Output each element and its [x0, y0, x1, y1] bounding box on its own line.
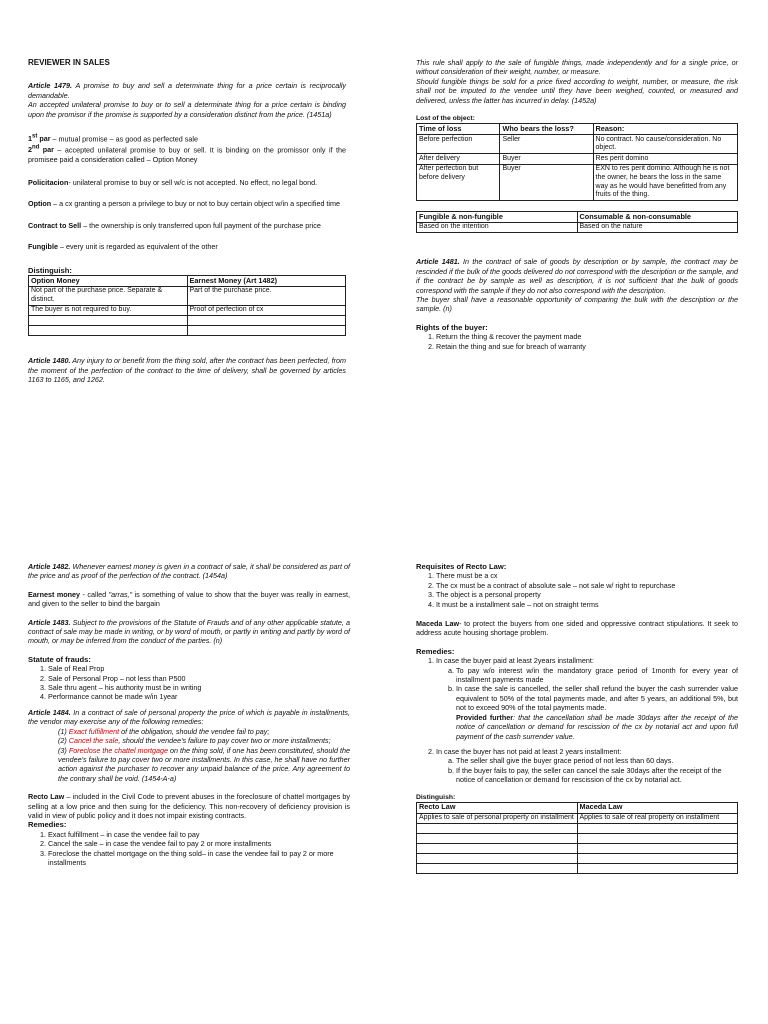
- list-item: 2. Sale of Personal Prop – not less than P500: [48, 674, 350, 683]
- article-1482: Article 1482. Whenever earnest money is given in a contract of sale, it shall be considered as part of the price and as proof of the perfection of the contract. (1454a): [28, 562, 350, 581]
- list-item: 1. Return the thing & recover the payment made: [436, 332, 738, 341]
- article-1479-p1: A promise to buy and sell a determinate thing for a price certain is reciprocally demandable.: [28, 81, 347, 100]
- article-1479-p2: An accepted unilateral promise to buy or to sell a determinate thing for a price certain is binding upon the promisor if the promise is supported by a consideration distinct from the price. (1451a): [28, 100, 346, 119]
- table-row: After delivery Buyer Res perit domino: [417, 154, 738, 165]
- table-row: Applies to sale of personal property on installment Applies to sale of real property on installment: [417, 813, 738, 824]
- earnest-money-definition: Earnest money - called "arras," is something of value to show that the buyer was really in earnest, and given to the seller to bind the bargain: [28, 589, 351, 609]
- list-item: a. The seller shall give the buyer grace period of not less than 60 days.: [456, 756, 738, 765]
- column-top-right: [416, 58, 738, 351]
- list-item: 4. It must be a installment sale – not on straight terms: [436, 600, 738, 609]
- loss-of-object: Lost of the object: Time of loss Who bears the loss? Reason: Before perfection Seller No contract. No cause/consideration. No object. After delivery Buyer Res perit domino After perfection but before delivery Buyer EXN to res perit domino. Although he is not the owner, he bears the loss in the same way as he would have benefitted from any fruits of the thing.: [416, 114, 738, 201]
- column-top-left: [28, 58, 346, 394]
- list-item: 1. There must be a cx: [436, 571, 738, 580]
- list-item: b. In case the sale is cancelled, the seller shall refund the buyer the cash surrender value equivalent to 50% of the total payments made, and after 5 years, an additional 5%, but not to exceed 90% of the total payments made. Provided further: that the cancellation shall be made 30days after the receipt of the notice of cancellation or demand for rescission of the cx by notarial act and upon full payment of the cash surrender value.: [456, 684, 738, 740]
- list-item: 4. Performance cannot be made w/in 1year: [48, 692, 350, 701]
- option-vs-earnest-table: Option Money Earnest Money (Art 1482) Not part of the purchase price. Separate & distinct. Part of the purchase price. The buyer is not required to buy. Proof of perfection of cx: [28, 275, 346, 336]
- table-row: After perfection but before delivery Buyer EXN to res perit domino. Although he is not the owner, he bears the loss in the same way as he would have benefitted from any fruits of the thing.: [417, 164, 738, 200]
- list-item: b. If the buyer fails to pay, the seller can cancel the sale 30days after the receipt of the notice of cancellation or demand for rescission of the cx by notarial act.: [456, 766, 738, 785]
- rights-of-buyer: Rights of the buyer: 1. Return the thing & recover the payment made 2. Retain the thing and sue for breach of warranty: [416, 323, 738, 351]
- second-par-note: 2nd par – accepted unilateral promise to buy or sell. It is binding on the promissor only if the promisee paid a consideration called – Option Money: [28, 144, 346, 164]
- distinguish-option-earnest: Distinguish: Option Money Earnest Money (Art 1482) Not part of the purchase price. Separate & distinct. Part of the purchase price. The buyer is not required to buy. Proof of perfection of cx: [28, 266, 346, 337]
- recto-remedies: Remedies: 1. Exact fulfillment – in case the vendee fail to pay 2. Cancel the sale – in case the vendee fail to pay 2 or more installments 3. Foreclose the chattel mortgage on the thing sold– in case the vendee fail to pay 2 or more installments: [28, 820, 350, 867]
- fungible-table: Fungible & non-fungible Consumable & non-consumable Based on the intention Based on the nature: [416, 211, 738, 233]
- document-title: REVIEWER IN SALES: [28, 58, 110, 67]
- list-item: a. To pay w/o interest w/in the mandatory grace period of 1month for every year of installment payments made: [456, 666, 738, 685]
- recto-requisites: Requisites of Recto Law: 1. There must be a cx 2. The cx must be a contract of absolute sale – not sale w/ right to repurchase 3. The object is a personal property 4. It must be a installment sale – not on straight terms: [416, 562, 738, 609]
- list-item: 1. Exact fulfillment – in case the vendee fail to pay: [48, 830, 350, 839]
- list-item: 1. Sale of Real Prop: [48, 664, 350, 673]
- article-1483: Article 1483. Subject to the provisions of the Statute of Frauds and of any other applicable statute, a contract of sale may be made in writing, or by word of mouth, or partly in writing and partly by word of mouth, or may be inferred from the conduct of the parties. (n): [28, 617, 351, 646]
- article-1479: [28, 81, 346, 119]
- recto-vs-maceda-table: Recto Law Maceda Law Applies to sale of personal property on installment Applies to sale of real property on installment: [416, 802, 738, 874]
- fungible-definition: Fungible – every unit is regarded as equivalent of the other: [28, 242, 218, 252]
- table-row: Not part of the purchase price. Separate & distinct. Part of the purchase price.: [29, 286, 346, 305]
- article-1484: Article 1484. In a contract of sale of personal property the price of which is payable in installments, the vendor may exercise any of the following remedies: (1) Exact fulfillment of the obligation, should the vendee fail to pay; (2) Cancel the sale, should the vendee's failure to pay cover two or more installments; (3) Foreclose the chattel mortgage on the thing sold, if one has been constituted, should the vendee's failure to pay cover two or more installments. In this case, he shall have no further action against the purchaser to recover any unpaid balance of the price. Any agreement to the contrary shall be void. (1454-A-a): [28, 707, 350, 783]
- article-1479-label: Article 1479.: [28, 81, 73, 91]
- loss-table: Time of loss Who bears the loss? Reason: Before perfection Seller No contract. No cause/consideration. No object. After delivery Buyer Res perit domino After perfection but before delivery Buyer EXN to res perit domino. Although he is not the owner, he bears the loss in the same way as he would have benefitted from any fruits of the thing.: [416, 123, 738, 201]
- list-item: 1. In case the buyer paid at least 2years installment: a. To pay w/o interest w/in the mandatory grace period of 1month for every year of installment payments made b. In case the sale is cancelled, the seller shall refund the buyer the cash surrender value equivalent to 50% of the total payments made, and after 5 years, an additional 5%, but not to exceed 90% of the total payments made. Provided further: that the cancellation shall be made 30days after the receipt of the notice of cancellation or demand for rescission of the cx by notarial act and upon full payment of the cash surrender value.: [436, 656, 738, 741]
- option-definition: Option – a cx granting a person a privilege to buy or not to buy certain object w/in a specified time: [28, 199, 341, 209]
- article-1481: Article 1481. In the contract of sale of goods by description or by sample, the contract may be rescinded if the bulk of the goods delivered do not correspond with the description or the sample, and if the contract be by sample as well as description, it is not sufficient that the bulk of goods correspond with the sample if they do not also correspond with the description. The buyer shall have a reasonable opportunity of comparing the bulk with the description or the sample. (n): [416, 257, 738, 314]
- list-item: 2. Retain the thing and sue for breach of warranty: [436, 342, 738, 351]
- list-item: 2. The cx must be a contract of absolute sale – not sale w/ right to repurchase: [436, 581, 738, 590]
- list-item: 3. The object is a personal property: [436, 590, 738, 599]
- table-row: Based on the intention Based on the nature: [417, 222, 738, 233]
- first-par-note: 1st par – mutual promise – as good as perfected sale: [28, 134, 198, 144]
- recto-law-definition: Recto Law – included in the Civil Code to prevent abuses in the foreclosure of chattel mortgages by selling at a low price and then suing for the deficiency. This non-recovery of deficiency provision is valid in view of public policy and it does not impair existing contracts.: [28, 792, 350, 820]
- list-item: 2. In case the buyer has not paid at least 2 years installment: a. The seller shall give the buyer grace period of not less than 60 days. b. If the buyer fails to pay, the seller can cancel the sale 30days after the receipt of the notice of cancellation or demand for rescission of the cx by notarial act.: [436, 747, 738, 785]
- contract-to-sell-definition: Contract to Sell – the ownership is only transferred upon full payment of the purchase price: [28, 220, 321, 230]
- maceda-law-definition: Maceda Law- to protect the buyers from one sided and oppressive contract stipulations. It seek to address acute housing shortage problem.: [416, 619, 738, 638]
- distinguish-recto-maceda: Distinguish: Recto Law Maceda Law Applies to sale of personal property on installment Applies to sale of real property on installment: [416, 793, 738, 875]
- table-row: Before perfection Seller No contract. No cause/consideration. No object.: [417, 135, 738, 154]
- statute-of-frauds: Statute of frauds: 1. Sale of Real Prop 2. Sale of Personal Prop – not less than P500 3. Sale thru agent – his authority must be in writing 4. Performance cannot be made w/in 1year: [28, 655, 350, 702]
- list-item: 3. Sale thru agent – his authority must be in writing: [48, 683, 350, 692]
- fungible-rule-text: This rule shall apply to the sale of fungible things, made independently and for a single price, or without consideration of their weight, number, or measure. Should fungible things be sold for a price fixed according to weight, number, or measure, the risk shall not be imputed to the vendee until they have been weighed, counted, or measured and delivered, unless the latter has incurred in delay. (1452a): [416, 58, 738, 105]
- table-row: The buyer is not required to buy. Proof of perfection of cx: [29, 305, 346, 316]
- paragraph-notes: [28, 133, 346, 164]
- maceda-remedies: Remedies: 1. In case the buyer paid at least 2years installment: a. To pay w/o interest w/in the mandatory grace period of 1month for every year of installment payments made b. In case the sale is cancelled, the seller shall refund the buyer the cash surrender value equivalent to 50% of the total payments made, and after 5 years, an additional 5%, but not to exceed 90% of the total payments made. Provided further: that the cancellation shall be made 30days after the receipt of the notice of cancellation or demand for rescission of the cx by notarial act and upon full payment of the cash surrender value. 2. In case the buyer has not paid at least 2 years installment: a. The seller shall give the buyer grace period of not less than 60 days. b. If the buyer fails to pay, the seller can cancel the sale 30days after the receipt of the notice of cancellation or demand for rescission of the cx by notarial act.: [416, 647, 738, 785]
- column-bottom-left: [28, 562, 350, 867]
- column-bottom-right: [416, 562, 738, 874]
- list-item: 2. Cancel the sale – in case the vendee fail to pay 2 or more installments: [48, 839, 350, 848]
- article-1480: Article 1480. Any injury to or benefit from the thing sold, after the contract has been perfected, from the moment of the perfection of the contract to the time of delivery, shall be governed by articles 1163 to 1165, and 1262.: [28, 356, 346, 385]
- fungible-consumable: [416, 211, 738, 233]
- list-item: 3. Foreclose the chattel mortgage on the thing sold– in case the vendee fail to pay 2 or more installments: [48, 849, 350, 868]
- policitacion-definition: Policitacion- unilateral promise to buy or sell w/c is not accepted. No effect, no legal bond.: [28, 178, 318, 188]
